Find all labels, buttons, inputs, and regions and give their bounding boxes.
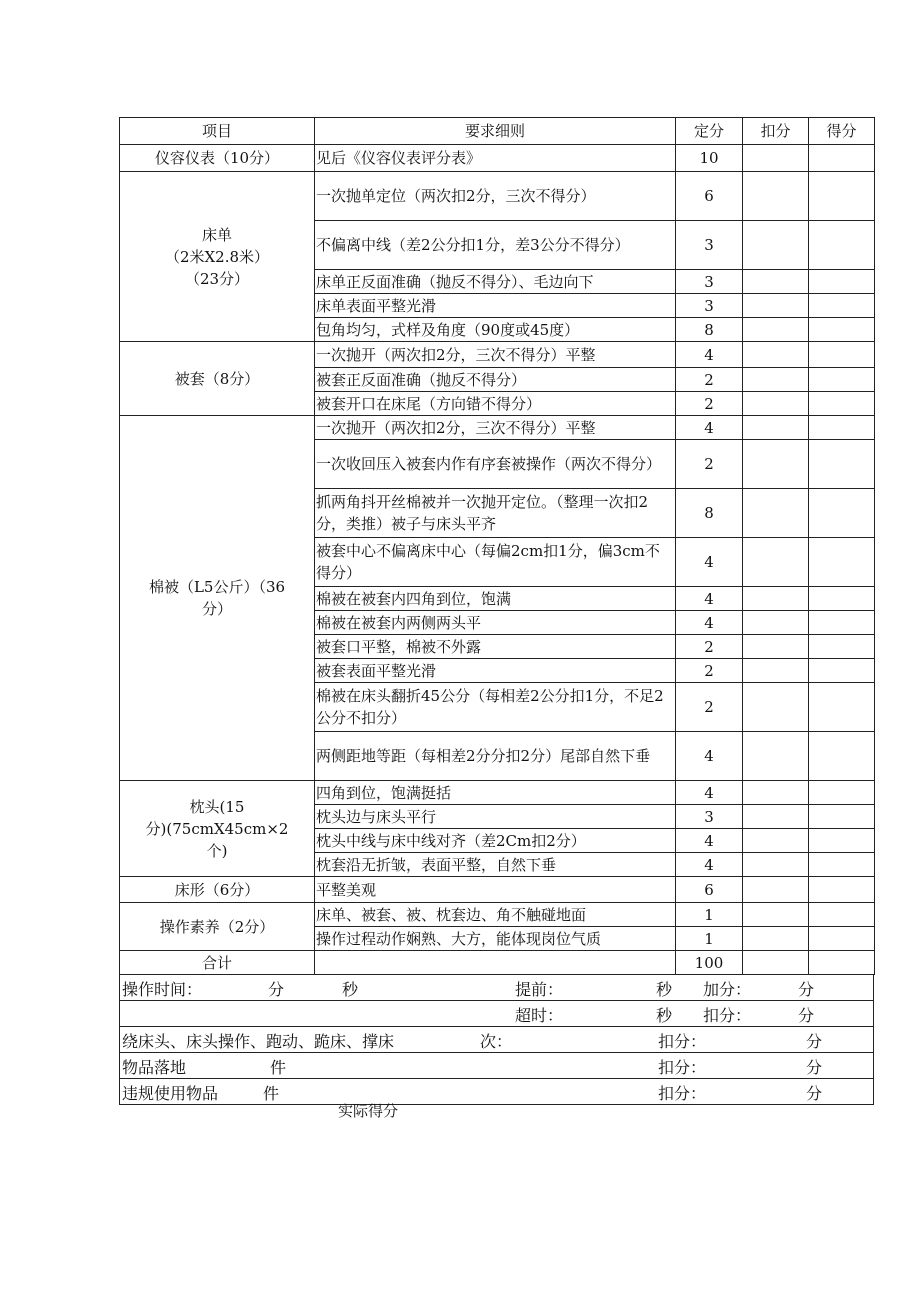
requirement-cell: 棉被在被套内四角到位，饱满 <box>315 587 676 611</box>
deduct-cell[interactable] <box>743 392 809 416</box>
deduct-cell[interactable] <box>743 489 809 538</box>
header-deduct: 扣分 <box>743 118 809 145</box>
score-cell[interactable] <box>809 538 875 587</box>
requirement-cell: 被套口平整，棉被不外露 <box>315 635 676 659</box>
points-cell: 4 <box>676 829 743 853</box>
points-cell: 3 <box>676 294 743 318</box>
item-name <box>120 416 315 781</box>
score-cell[interactable] <box>809 294 875 318</box>
deduct-cell[interactable] <box>743 587 809 611</box>
points-cell: 6 <box>676 172 743 221</box>
item-name <box>120 781 315 877</box>
deduct-cell[interactable] <box>743 781 809 805</box>
dropped-unit: 件 <box>270 1058 287 1077</box>
points-cell: 4 <box>676 732 743 781</box>
bonus-label: 加分： <box>703 980 752 999</box>
requirement-cell: 床单正反面准确（抛反不得分）、毛边向下 <box>315 270 676 294</box>
deduct-cell[interactable] <box>743 805 809 829</box>
item-name <box>120 877 315 903</box>
footer-row-violations <box>119 1027 874 1053</box>
points-cell: 2 <box>676 392 743 416</box>
total-deduct[interactable] <box>743 951 809 975</box>
requirement-cell: 棉被在被套内两侧两头平 <box>315 611 676 635</box>
points-cell: 1 <box>676 903 743 927</box>
header-row <box>120 118 875 145</box>
dropped-deduct-label: 扣分： <box>658 1058 707 1077</box>
op-time-label: 操作时间： <box>122 980 203 999</box>
requirement-cell: 被套正反面准确（抛反不得分） <box>315 368 676 392</box>
footer-row-time <box>119 975 874 1001</box>
total-points: 100 <box>676 951 743 975</box>
deduct-cell[interactable] <box>743 294 809 318</box>
requirement-cell: 枕头边与床头平行 <box>315 805 676 829</box>
table-row <box>120 903 875 927</box>
score-cell[interactable] <box>809 927 875 951</box>
points-cell: 10 <box>676 145 743 172</box>
deduct-cell[interactable] <box>743 318 809 342</box>
points-cell: 6 <box>676 877 743 903</box>
score-cell[interactable] <box>809 659 875 683</box>
table-row <box>120 416 875 440</box>
violations-label: 绕床头、床头操作、跑动、跪床、撑床 <box>122 1032 395 1051</box>
score-cell[interactable] <box>809 342 875 368</box>
deduct-cell[interactable] <box>743 683 809 732</box>
score-sheet <box>119 117 874 1105</box>
item-name-line: 床单 <box>201 225 232 244</box>
item-name-line: 棉被（L5公斤）（36 <box>148 578 286 596</box>
item-name-line: 操作素养（2分） <box>159 917 275 936</box>
score-cell[interactable] <box>809 221 875 270</box>
requirement-cell: 一次抛单定位（两次扣2分，三次不得分） <box>315 172 676 221</box>
illegal-deduct-unit: 分 <box>806 1084 823 1103</box>
total-score[interactable] <box>809 951 875 975</box>
points-cell: 3 <box>676 805 743 829</box>
points-cell: 4 <box>676 538 743 587</box>
header-requirement: 要求细则 <box>315 118 676 145</box>
item-name-line: 分)(75cmX45cm×2 <box>145 819 289 838</box>
late-label: 超时： <box>515 1006 564 1025</box>
illegal-unit: 件 <box>263 1084 280 1103</box>
table-row <box>120 781 875 805</box>
deduct-cell[interactable] <box>743 342 809 368</box>
deduct-cell[interactable] <box>743 927 809 951</box>
violations-deduct-unit: 分 <box>806 1032 823 1051</box>
early-sec: 秒 <box>656 980 673 999</box>
footer-row-late <box>119 1001 874 1027</box>
deduct-cell[interactable] <box>743 221 809 270</box>
illegal-deduct-label: 扣分： <box>658 1084 707 1103</box>
requirement-cell: 不偏离中线（差2公分扣1分，差3公分不得分） <box>315 221 676 270</box>
requirement-cell: 被套表面平整光滑 <box>315 659 676 683</box>
table-row <box>120 172 875 221</box>
illegal-label: 违规使用物品 <box>122 1084 219 1103</box>
bonus-unit: 分 <box>798 980 815 999</box>
points-cell: 4 <box>676 587 743 611</box>
score-cell[interactable] <box>809 392 875 416</box>
points-cell: 8 <box>676 489 743 538</box>
item-name-line: 个) <box>206 841 228 860</box>
points-cell: 8 <box>676 318 743 342</box>
item-name-line: （2米X2.8米） <box>164 247 270 266</box>
item-name <box>120 172 315 342</box>
requirement-cell: 被套中心不偏离床中心（每偏2cm扣1分，偏3cm不得分） <box>315 538 676 587</box>
points-cell: 2 <box>676 635 743 659</box>
item-name <box>120 145 315 172</box>
score-cell[interactable] <box>809 683 875 732</box>
requirement-cell: 平整美观 <box>315 877 676 903</box>
deduct-cell[interactable] <box>743 270 809 294</box>
points-cell: 2 <box>676 683 743 732</box>
dropped-label: 物品落地 <box>122 1058 187 1077</box>
score-cell[interactable] <box>809 270 875 294</box>
points-cell: 4 <box>676 611 743 635</box>
table-row <box>120 877 875 903</box>
requirement-cell: 操作过程动作娴熟、大方，能体现岗位气质 <box>315 927 676 951</box>
points-cell: 4 <box>676 781 743 805</box>
score-cell[interactable] <box>809 732 875 781</box>
item-name-line: （23分） <box>184 269 250 288</box>
requirement-cell: 见后《仪容仪表评分表》 <box>315 145 676 172</box>
requirement-cell: 抓两角抖开丝棉被并一次抛开定位。（整理一次扣2分，类推）被子与床头平齐 <box>315 489 676 538</box>
table-row <box>120 342 875 368</box>
late-sec: 秒 <box>656 1006 673 1025</box>
points-cell: 4 <box>676 416 743 440</box>
scoring-table <box>119 117 875 975</box>
score-cell[interactable] <box>809 903 875 927</box>
points-cell: 2 <box>676 368 743 392</box>
requirement-cell: 包角均匀，式样及角度（90度或45度） <box>315 318 676 342</box>
score-cell[interactable] <box>809 829 875 853</box>
header-item: 项目 <box>120 118 315 145</box>
op-time-sec: 秒 <box>342 980 359 999</box>
violations-unit: 次： <box>480 1032 513 1051</box>
score-cell[interactable] <box>809 805 875 829</box>
score-cell[interactable] <box>809 635 875 659</box>
op-time-min: 分 <box>268 980 285 999</box>
points-cell: 1 <box>676 927 743 951</box>
deduct-cell[interactable] <box>743 538 809 587</box>
deduct-cell[interactable] <box>743 877 809 903</box>
requirement-cell: 床单表面平整光滑 <box>315 294 676 318</box>
item-name <box>120 342 315 416</box>
points-cell: 3 <box>676 270 743 294</box>
score-cell[interactable] <box>809 368 875 392</box>
requirement-cell: 棉被在床头翻折45公分（每相差2公分扣1分，不足2公分不扣分） <box>315 683 676 732</box>
deduct-cell[interactable] <box>743 659 809 683</box>
points-cell: 2 <box>676 659 743 683</box>
requirement-cell: 一次抛开（两次扣2分，三次不得分）平整 <box>315 416 676 440</box>
deduct-cell[interactable] <box>743 732 809 781</box>
item-name-line: 被套（8分） <box>174 369 260 388</box>
points-cell: 4 <box>676 853 743 877</box>
score-cell[interactable] <box>809 172 875 221</box>
points-cell: 4 <box>676 342 743 368</box>
deduct-cell[interactable] <box>743 853 809 877</box>
score-cell[interactable] <box>809 416 875 440</box>
total-blank <box>315 951 676 975</box>
header-score: 得分 <box>809 118 875 145</box>
score-cell[interactable] <box>809 587 875 611</box>
header-points: 定分 <box>676 118 743 145</box>
requirement-cell: 被套开口在床尾（方向错不得分） <box>315 392 676 416</box>
score-cell[interactable] <box>809 611 875 635</box>
deduct-cell[interactable] <box>743 368 809 392</box>
actual-score-label: 实际得分 <box>338 1102 399 1120</box>
score-cell[interactable] <box>809 853 875 877</box>
score-cell[interactable] <box>809 440 875 489</box>
requirement-cell: 床单、被套、被、枕套边、角不触碰地面 <box>315 903 676 927</box>
points-cell: 3 <box>676 221 743 270</box>
requirement-cell: 枕头中线与床中线对齐（差2Cm扣2分） <box>315 829 676 853</box>
requirement-cell: 两侧距地等距（每相差2分分扣2分）尾部自然下垂 <box>315 732 676 781</box>
footer-row-illegal <box>119 1079 874 1105</box>
table-row <box>120 145 875 172</box>
requirement-cell: 枕套沿无折皱，表面平整，自然下垂 <box>315 853 676 877</box>
requirement-cell: 四角到位，饱满挺括 <box>315 781 676 805</box>
late-unit: 分 <box>798 1006 815 1025</box>
score-cell[interactable] <box>809 489 875 538</box>
deduct-cell[interactable] <box>743 829 809 853</box>
deduct-cell[interactable] <box>743 416 809 440</box>
early-label: 提前： <box>515 980 564 999</box>
deduct-cell[interactable] <box>743 903 809 927</box>
points-cell: 2 <box>676 440 743 489</box>
total-label: 合计 <box>120 951 315 975</box>
total-row <box>120 951 875 975</box>
item-name-line: 分） <box>201 600 232 618</box>
deduct-cell[interactable] <box>743 611 809 635</box>
violations-deduct-label: 扣分： <box>658 1032 707 1051</box>
score-cell[interactable] <box>809 318 875 342</box>
requirement-cell: 一次抛开（两次扣2分，三次不得分）平整 <box>315 342 676 368</box>
score-cell[interactable] <box>809 877 875 903</box>
late-deduct-label: 扣分： <box>703 1006 752 1025</box>
deduct-cell[interactable] <box>743 145 809 172</box>
deduct-cell[interactable] <box>743 440 809 489</box>
score-cell[interactable] <box>809 145 875 172</box>
item-name <box>120 903 315 951</box>
score-cell[interactable] <box>809 781 875 805</box>
footer-row-dropped <box>119 1053 874 1079</box>
dropped-deduct-unit: 分 <box>806 1058 823 1077</box>
deduct-cell[interactable] <box>743 172 809 221</box>
item-name-line: 床形（6分） <box>174 880 260 899</box>
item-name-line: 仪容仪表（10分） <box>154 149 280 167</box>
requirement-cell: 一次收回压入被套内作有序套被操作（两次不得分） <box>315 440 676 489</box>
item-name-line: 枕头(15 <box>189 797 245 816</box>
deduct-cell[interactable] <box>743 635 809 659</box>
